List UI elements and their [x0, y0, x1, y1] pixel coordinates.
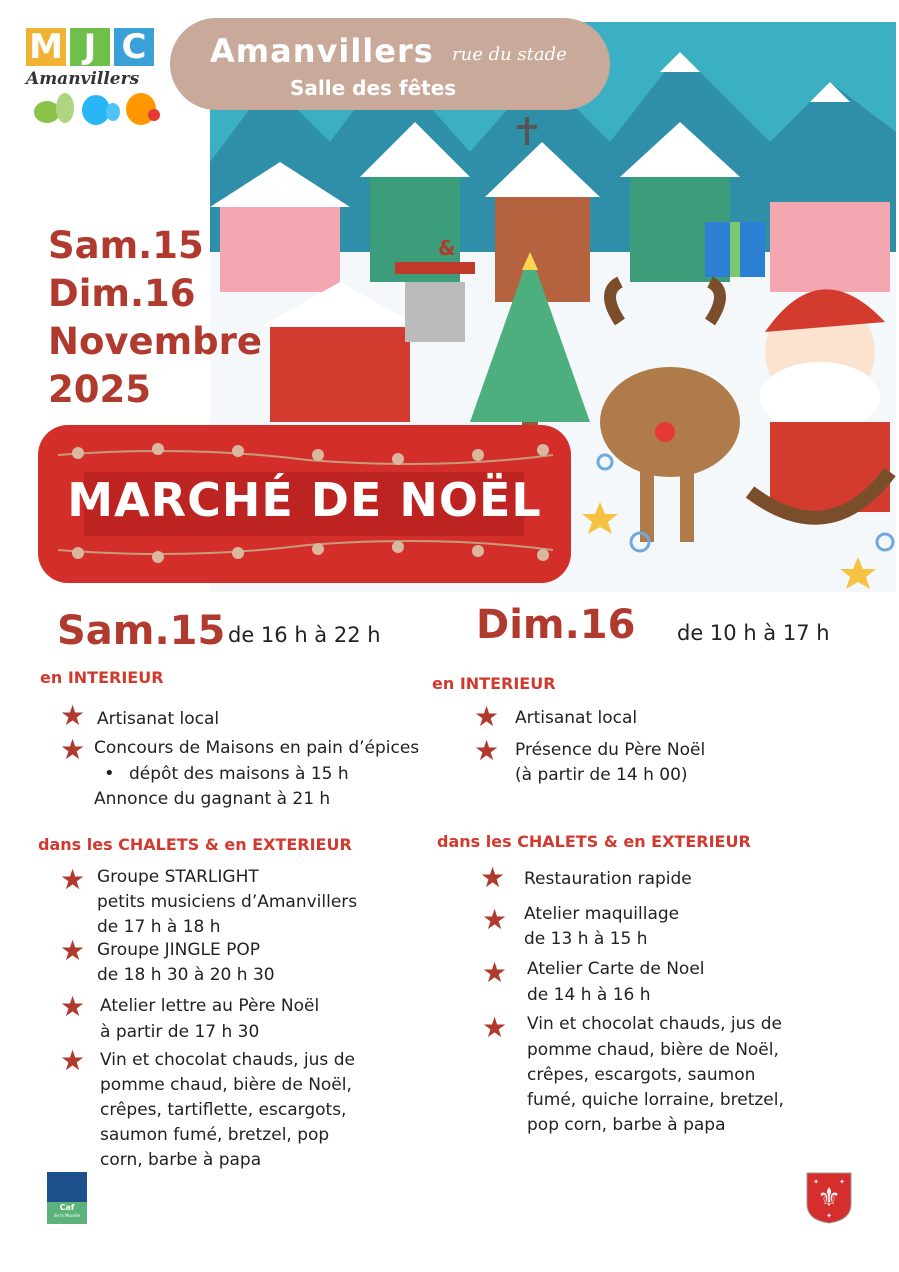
list-item-sub: petits musiciens d’Amanvillers [97, 892, 358, 912]
list-item: Artisanat local [515, 708, 638, 728]
list-item-sub: crêpes, tartiflette, escargots, [100, 1100, 347, 1120]
list-item-sub: corn, barbe à papa [100, 1150, 262, 1170]
svg-text:✦: ✦ [839, 1178, 845, 1186]
date-line-2: Dim.16 [48, 272, 196, 315]
star-bullet-icon: ★ [474, 700, 500, 733]
city-name: Amanvillers [210, 32, 434, 70]
star-bullet-icon: ★ [60, 733, 86, 766]
list-item: Groupe STARLIGHT [97, 867, 259, 887]
saturday-interior-title: en INTERIEUR [40, 668, 164, 687]
star-bullet-icon: ★ [60, 1044, 86, 1077]
star-bullet-icon: ★ [60, 699, 86, 732]
ampersand: & [438, 236, 456, 260]
list-item-sub: de 13 h à 15 h [524, 929, 648, 949]
list-item: Présence du Père Noël [515, 740, 706, 760]
pink-house-2-icon [770, 202, 890, 292]
gift-icon [705, 222, 765, 277]
sunday-exterior-title: dans les CHALETS & en EXTERIEUR [437, 832, 751, 851]
paint-splash-icon [26, 89, 166, 139]
date-line-4: 2025 [48, 368, 151, 411]
star-bullet-icon: ★ [60, 934, 86, 967]
hall-name: Salle des fêtes [290, 76, 457, 100]
street-name: rue du stade [452, 44, 567, 65]
svg-text:⚜: ⚜ [817, 1183, 841, 1213]
saturday-hours: de 16 h à 22 h [228, 623, 381, 647]
list-item-sub: de 18 h 30 à 20 h 30 [97, 965, 275, 985]
list-item-sub: fumé, quiche lorraine, bretzel, [527, 1090, 784, 1110]
list-item: Atelier maquillage [524, 904, 680, 924]
sunday-hours: de 10 h à 17 h [677, 621, 830, 645]
star-bullet-icon: ★ [482, 903, 508, 936]
list-item: Atelier Carte de Noel [527, 959, 705, 979]
list-item: Restauration rapide [524, 869, 692, 889]
list-item-sub: pop corn, barbe à papa [527, 1115, 726, 1135]
saturday-title: Sam.15 [57, 608, 226, 654]
sunday-title: Dim.16 [476, 602, 636, 648]
star-bullet-icon: ★ [60, 863, 86, 896]
market-title: MARCHÉ DE NOËL [67, 473, 542, 527]
svg-text:✦: ✦ [813, 1178, 819, 1186]
list-item: Atelier lettre au Père Noël [100, 996, 320, 1016]
list-item-sub: saumon fumé, bretzel, pop [100, 1125, 330, 1145]
logo-letter-c: C [114, 28, 154, 66]
star-bullet-icon: ★ [480, 861, 506, 894]
list-item-sub: pomme chaud, bière de Noël, [100, 1075, 352, 1095]
caf-text: Caf [59, 1203, 75, 1212]
list-item-sub: (à partir de 14 h 00) [515, 765, 688, 785]
date-line-3: Novembre [48, 320, 262, 363]
dot-bullet-icon: • [104, 763, 115, 784]
star-bullet-icon: ★ [482, 1011, 508, 1044]
date-line-1: Sam.15 [48, 224, 204, 267]
list-item: Groupe JINGLE POP [97, 940, 261, 960]
event-dates [48, 222, 262, 414]
list-item-sub: de 17 h à 18 h [97, 917, 221, 937]
caf-subtext: de la Moselle [53, 1213, 81, 1218]
venue-header [170, 18, 610, 110]
list-item-sub: Annonce du gagnant à 21 h [94, 789, 331, 809]
list-item: Artisanat local [97, 709, 220, 729]
sunday-interior-title: en INTERIEUR [432, 674, 556, 693]
star-bullet-icon: ★ [60, 990, 86, 1023]
list-item-sub: dépôt des maisons à 15 h [129, 764, 349, 784]
list-item: Concours de Maisons en pain d’épices [94, 738, 420, 758]
logo-letter-m: M [26, 28, 66, 66]
well-icon [395, 262, 475, 342]
list-item: Vin et chocolat chauds, jus de [527, 1014, 782, 1034]
svg-text:✦: ✦ [826, 1212, 832, 1220]
list-item-sub: pomme chaud, bière de Noël, [527, 1040, 779, 1060]
star-bullet-icon: ★ [482, 956, 508, 989]
title-banner [38, 425, 571, 583]
list-item-sub: à partir de 17 h 30 [100, 1022, 260, 1042]
list-item-sub: crêpes, escargots, saumon [527, 1065, 756, 1085]
list-item: Vin et chocolat chauds, jus de [100, 1050, 355, 1070]
logo-letter-j: J [70, 28, 110, 66]
saturday-exterior-title: dans les CHALETS & en EXTERIEUR [38, 835, 352, 854]
logo-name: Amanvillers [26, 69, 140, 89]
mjc-logo [26, 28, 166, 148]
list-item-sub: de 14 h à 16 h [527, 985, 651, 1005]
star-bullet-icon: ★ [474, 734, 500, 767]
caf-logo [47, 1172, 87, 1202]
town-crest-icon [806, 1172, 852, 1224]
